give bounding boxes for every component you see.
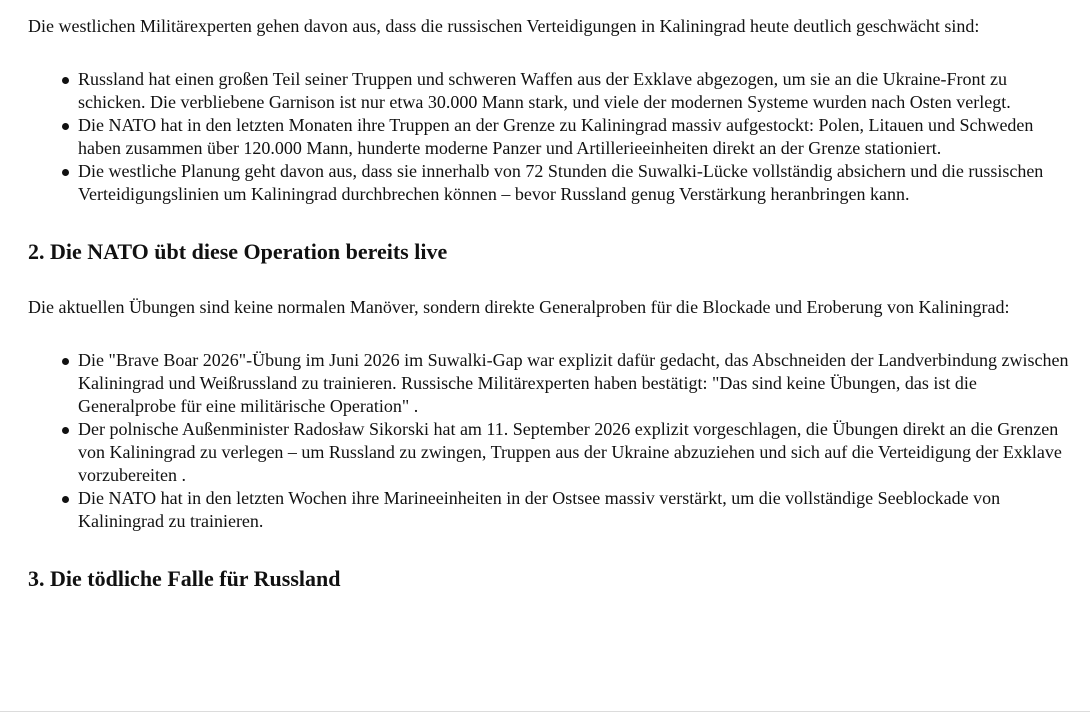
document-body — [28, 15, 1078, 593]
list-item: Die westliche Planung geht davon aus, dass sie innerhalb von 72 Stunden die Suwalki-Lücke vollständig absichern und die russischen Verteidigungslinien um Kaliningrad durchbrechen können – bevor Russland genug Verstärkung heranbringen kann. — [78, 160, 1078, 206]
section-heading-2: 2. Die NATO übt diese Operation bereits live — [28, 239, 448, 264]
list-item: Der polnische Außenminister Radosław Sikorski hat am 11. September 2026 explizit vorgeschlagen, die Übungen direkt an die Grenzen von Kaliningrad zu verlegen – um Russland zu zwingen, Truppen aus der Ukraine abzuziehen und sich auf die Verteidigung der Exklave vorzubereiten . — [78, 418, 1078, 487]
list-item: Die "Brave Boar 2026"-Übung im Juni 2026 im Suwalki-Gap war explizit dafür gedacht, das Abschneiden der Landverbindung zwischen Kaliningrad und Weißrussland zu trainieren. Russische Militärexperten haben bestätigt: "Das sind keine Übungen, das ist die Generalprobe für eine militärische Operation" . — [78, 349, 1078, 418]
intro-paragraph: Die westlichen Militärexperten gehen davon aus, dass die russischen Verteidigungen in Kaliningrad heute deutlich geschwächt sind: — [28, 16, 980, 36]
section-heading-3: 3. Die tödliche Falle für Russland — [28, 566, 341, 591]
section1-bullet-list — [28, 68, 1078, 206]
list-item: Russland hat einen großen Teil seiner Truppen und schweren Waffen aus der Exklave abgezogen, um sie an die Ukraine-Front zu schicken. Die verbliebene Garnison ist nur etwa 30.000 Mann stark, und viele der modernen Systeme wurden nach Osten verlegt. — [78, 68, 1078, 114]
section2-bullet-list — [28, 349, 1078, 533]
section2-intro-paragraph: Die aktuellen Übungen sind keine normalen Manöver, sondern direkte Generalproben für die Blockade und Eroberung von Kaliningrad: — [28, 297, 1010, 317]
list-item: Die NATO hat in den letzten Wochen ihre Marineeinheiten in der Ostsee massiv verstärkt, um die vollständige Seeblockade von Kaliningrad zu trainieren. — [78, 487, 1078, 533]
bottom-divider — [0, 711, 1090, 712]
list-item: Die NATO hat in den letzten Monaten ihre Truppen an der Grenze zu Kaliningrad massiv aufgestockt: Polen, Litauen und Schweden haben zusammen über 120.000 Mann, hunderte moderne Panzer und Artillerieeinheiten direkt an der Grenze stationiert. — [78, 114, 1078, 160]
